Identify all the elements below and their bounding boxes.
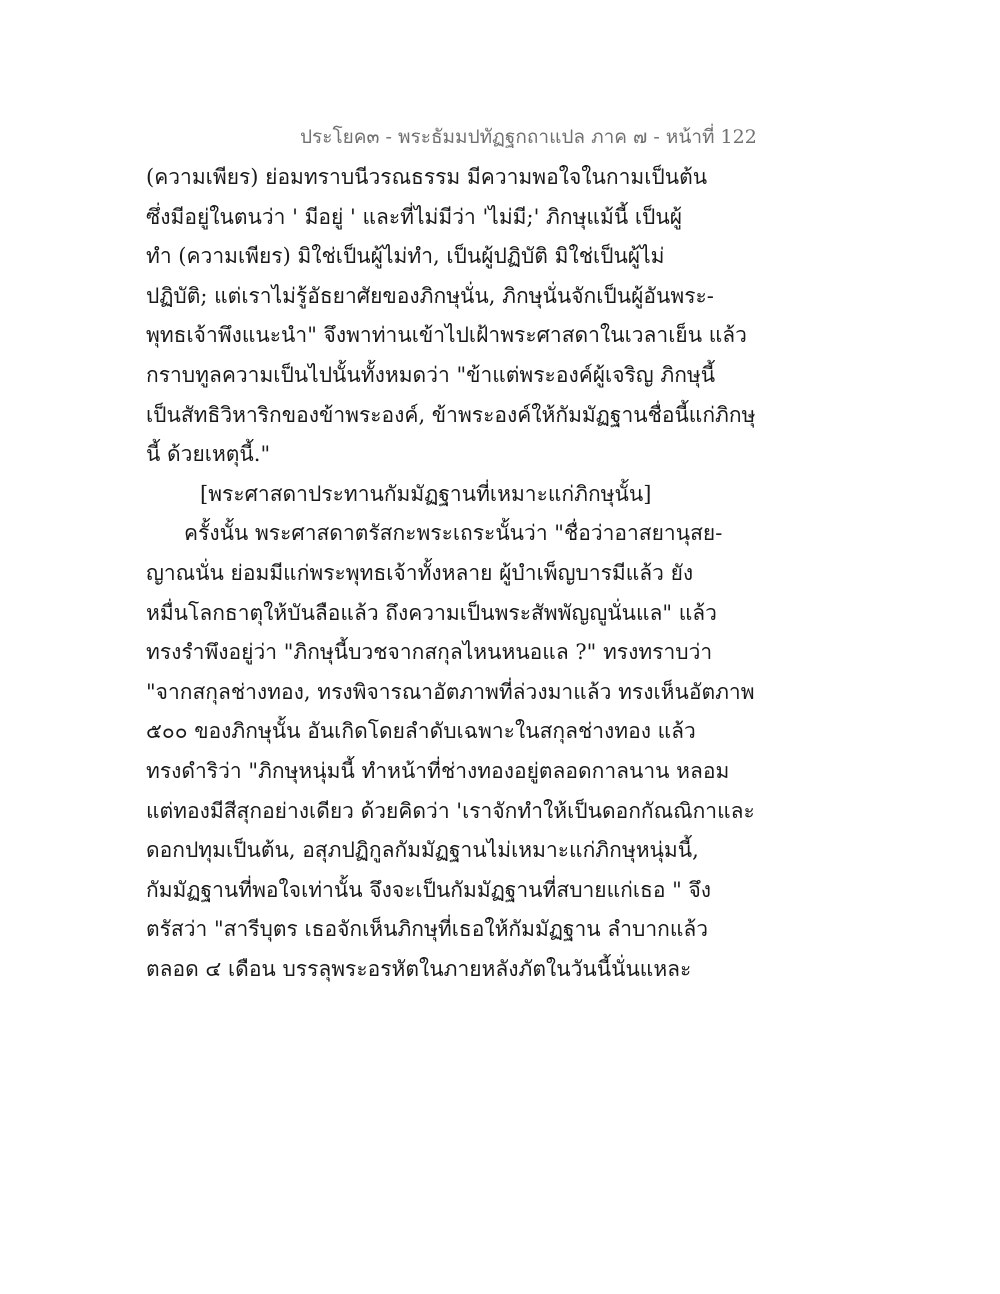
text-line: ตลอด ๔ เดือน บรรลุพระอรหัตในภายหลังภัตในวันนี้นั่นแหละ	[146, 956, 692, 981]
text-line: กราบทูลความเป็นไปนั้นทั้งหมดว่า "ข้าแต่พระองค์ผู้เจริญ ภิกษุนี้	[146, 362, 716, 387]
section-heading: [พระศาสดาประทานกัมมัฏฐานที่เหมาะแก่ภิกษุนั้น]	[200, 481, 652, 506]
text-line: ตรัสว่า "สารีบุตร เธอจักเห็นภิกษุที่เธอให้กัมมัฏฐาน ลำบากแล้ว	[146, 917, 709, 942]
text-line: เป็นสัทธิวิหาริกของข้าพระองค์, ข้าพระองค์ให้กัมมัฏฐานชื่อนี้แก่ภิกษุ	[146, 402, 756, 427]
text-line: ทรงรำพึงอยู่ว่า "ภิกษุนี้บวชจากสกุลไหนหนอแล ?" ทรงทราบว่า	[146, 640, 713, 665]
text-line: ๕๐๐ ของภิกษุนั้น อันเกิดโดยลำดับเฉพาะในสกุลช่างทอง แล้ว	[146, 719, 696, 744]
text-line: "จากสกุลช่างทอง, ทรงพิจารณาอัตภาพที่ล่วงมาแล้ว ทรงเห็นอัตภาพ	[146, 679, 755, 704]
text-line: พุทธเจ้าพึงแนะนำ" จึงพาท่านเข้าไปเฝ้าพระศาสดาในเวลาเย็น แล้ว	[146, 323, 747, 348]
running-header: ประโยค๓ - พระธัมมปทัฏฐกถาแปล ภาค ๗ - หน้าที่ 122	[300, 126, 757, 148]
text-line: กัมมัฏฐานที่พอใจเท่านั้น จึงจะเป็นกัมมัฏฐานที่สบายแก่เธอ " จึง	[146, 877, 712, 902]
text-line: หมื่นโลกธาตุให้บันลือแล้ว ถึงความเป็นพระสัพพัญญูนั่นแล" แล้ว	[146, 600, 717, 625]
text-line: แต่ทองมีสีสุกอย่างเดียว ด้วยคิดว่า 'เราจักทำให้เป็นดอกกัณณิกาและ	[146, 798, 755, 823]
text-line: นี้ ด้วยเหตุนี้."	[146, 442, 271, 467]
text-line: ทำ (ความเพียร) มิใช่เป็นผู้ไม่ทำ, เป็นผู้ปฏิบัติ มิใช่เป็นผู้ไม่	[146, 244, 665, 269]
text-line: ทรงดำริว่า "ภิกษุหนุ่มนี้ ทำหน้าที่ช่างทองอยู่ตลอดกาลนาน หลอม	[146, 758, 730, 783]
text-line: (ความเพียร) ย่อมทราบนีวรณธรรม มีความพอใจในกามเป็นต้น	[146, 165, 708, 189]
text-line: ปฏิบัติ; แต่เราไม่รู้อัธยาศัยของภิกษุนั่น, ภิกษุนั่นจักเป็นผู้อันพระ-	[146, 283, 714, 308]
text-line: ครั้งนั้น พระศาสดาตรัสกะพระเถระนั้นว่า "ชื่อว่าอาสยานุสย-	[184, 521, 723, 546]
text-line: ซึ่งมีอยู่ในตนว่า ' มีอยู่ ' และที่ไม่มีว่า 'ไม่มี;' ภิกษุแม้นี้ เป็นผู้	[146, 204, 683, 229]
page-body	[146, 158, 756, 989]
text-line: ญาณนั่น ย่อมมีแก่พระพุทธเจ้าทั้งหลาย ผู้บำเพ็ญบารมีแล้ว ยัง	[146, 560, 694, 585]
text-line: ดอกปทุมเป็นต้น, อสุภปฏิกูลกัมมัฏฐานไม่เหมาะแก่ภิกษุหนุ่มนี้,	[146, 838, 699, 863]
